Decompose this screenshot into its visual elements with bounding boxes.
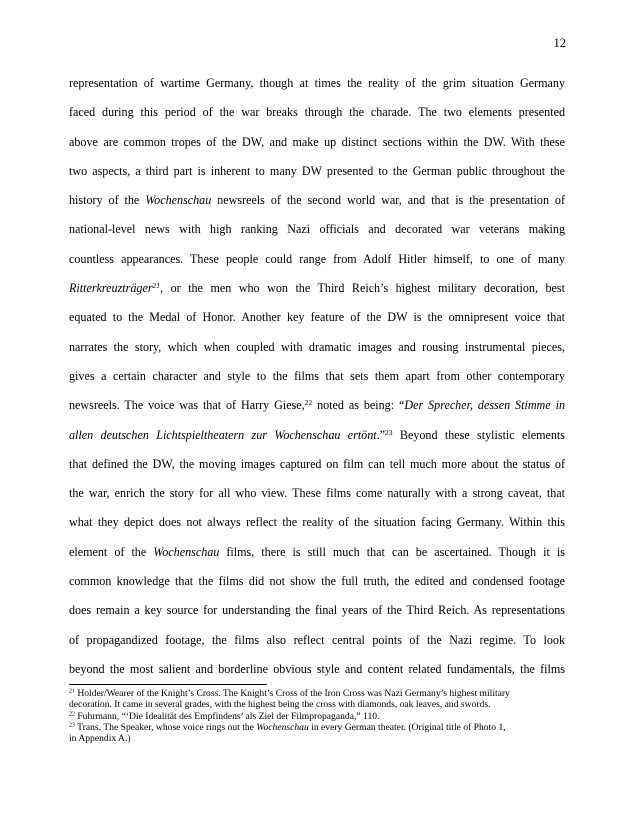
footnotes: [69, 688, 569, 744]
body-line: [69, 626, 565, 655]
text-run: in every German theater. (Original title of Photo 1,: [308, 721, 506, 733]
italic-text: Der Sprecher, dessen Stimme in: [404, 398, 565, 413]
body-line: [69, 157, 565, 186]
footnote: [69, 688, 569, 711]
footnote-number: 22: [69, 711, 75, 718]
italic-text: allen deutschen Lichtspieltheatern zur Wochenschau ertönt: [69, 427, 377, 442]
footnote-line: [69, 733, 569, 744]
text-run: the war, enrich the story for all who view. These films come naturally with a strong caveat, that: [69, 486, 565, 501]
text-run: newsreels of the second world war, and that is the presentation of: [211, 193, 565, 208]
body-line: [69, 69, 565, 98]
text-run: common knowledge that the films did not show the full truth, the edited and condensed footage: [69, 574, 565, 589]
footnote-number: 21: [69, 688, 75, 695]
body-line: [69, 128, 565, 157]
text-run: Holder/Wearer of the Knight’s Cross. The Knight’s Cross of the Iron Cross was Nazi Germany’s highest military: [74, 688, 510, 699]
body-line: [69, 391, 565, 420]
body-line: [69, 421, 565, 450]
text-run: history of the: [69, 193, 146, 208]
page-number: 12: [553, 36, 566, 50]
body-line: [69, 274, 565, 303]
italic-text: Wochenschau: [256, 721, 309, 733]
body-line: [69, 215, 565, 244]
footnote-ref: 23: [385, 427, 393, 437]
footnote-number: 23: [69, 722, 75, 729]
body-line: [69, 98, 565, 127]
text-run: does remain a key source for understanding the final years of the Third Reich. As representations: [69, 603, 565, 618]
text-run: what they depict does not always reflect the reality of the situation facing Germany. Within this: [69, 515, 565, 530]
text-run: narrates the story, which when coupled with dramatic images and rousing instrumental pieces,: [69, 339, 565, 354]
text-run: Trans. The Speaker, whose voice rings out the: [74, 721, 257, 733]
text-run: , or the men who won the Third Reich’s highest military decoration, best: [160, 281, 565, 296]
text-run: gives a certain character and style to the films that sets them apart from other contemporary: [69, 368, 565, 383]
text-run: equated to the Medal of Honor. Another key feature of the DW is the omnipresent voice that: [69, 310, 565, 325]
text-run: newsreels. The voice was that of Harry Giese,: [69, 398, 305, 413]
footnote-line: [69, 722, 569, 733]
body-line: [69, 538, 565, 567]
text-run: in Appendix A.): [69, 733, 131, 745]
text-run: representation of wartime Germany, though at times the reality of the grim situation Germany: [69, 76, 565, 90]
footnote: [69, 711, 569, 722]
text-run: noted as being: “: [312, 398, 405, 413]
body-line: [69, 655, 565, 684]
body-line: [69, 186, 565, 215]
footnote-line: [69, 699, 569, 710]
footnote-separator: [69, 684, 267, 685]
italic-text: Wochenschau: [153, 544, 220, 559]
body-line: [69, 508, 565, 537]
body-line: [69, 303, 565, 332]
text-run: films, there is still much that can be ascertained. Though it is: [219, 544, 565, 559]
italic-text: Wochenschau: [145, 193, 212, 208]
text-run: decoration. It came in several grades, with the highest being the cross with diamonds, oak leaves, and swords.: [69, 699, 491, 711]
text-run: of propagandized footage, the films also reflect central points of the Nazi regime. To look: [69, 632, 565, 647]
text-run: national-level news with high ranking Nazi officials and decorated war veterans making: [69, 222, 565, 237]
body-line: [69, 362, 565, 391]
body-line: [69, 567, 565, 596]
body-line: [69, 245, 565, 274]
italic-text: Ritterkreuzträger: [69, 281, 153, 296]
footnote-ref: 21: [152, 280, 161, 290]
text-run: element of the: [69, 544, 154, 559]
body-paragraph: [69, 69, 565, 684]
body-line: [69, 333, 565, 362]
text-run: two aspects, a third part is inherent to many DW presented to the German public throughout the: [69, 163, 565, 178]
text-run: faced during this period of the war breaks through the charade. The two elements presented: [69, 105, 565, 120]
footnote-line: [69, 688, 569, 699]
body-line: [69, 450, 565, 479]
text-run: above are common tropes of the DW, and make up distinct sections within the DW. With these: [69, 134, 565, 149]
footnote: [69, 722, 569, 745]
text-run: .”: [376, 427, 386, 442]
body-line: [69, 596, 565, 625]
body-line: [69, 479, 565, 508]
footnote-line: [69, 711, 569, 722]
text-run: countless appearances. These people could range from Adolf Hitler himself, to one of many: [69, 251, 565, 266]
text-run: that defined the DW, the moving images captured on film can tell much more about the status of: [69, 456, 565, 471]
text-run: Fuhrmann, “‘Die Idealität des Empfindens’ als Ziel der Filmpropaganda,” 110.: [74, 710, 380, 722]
footnote-ref: 22: [304, 398, 313, 408]
text-run: Beyond these stylistic elements: [392, 427, 565, 442]
text-run: beyond the most salient and borderline obvious style and content related fundamentals, the films: [69, 661, 565, 676]
